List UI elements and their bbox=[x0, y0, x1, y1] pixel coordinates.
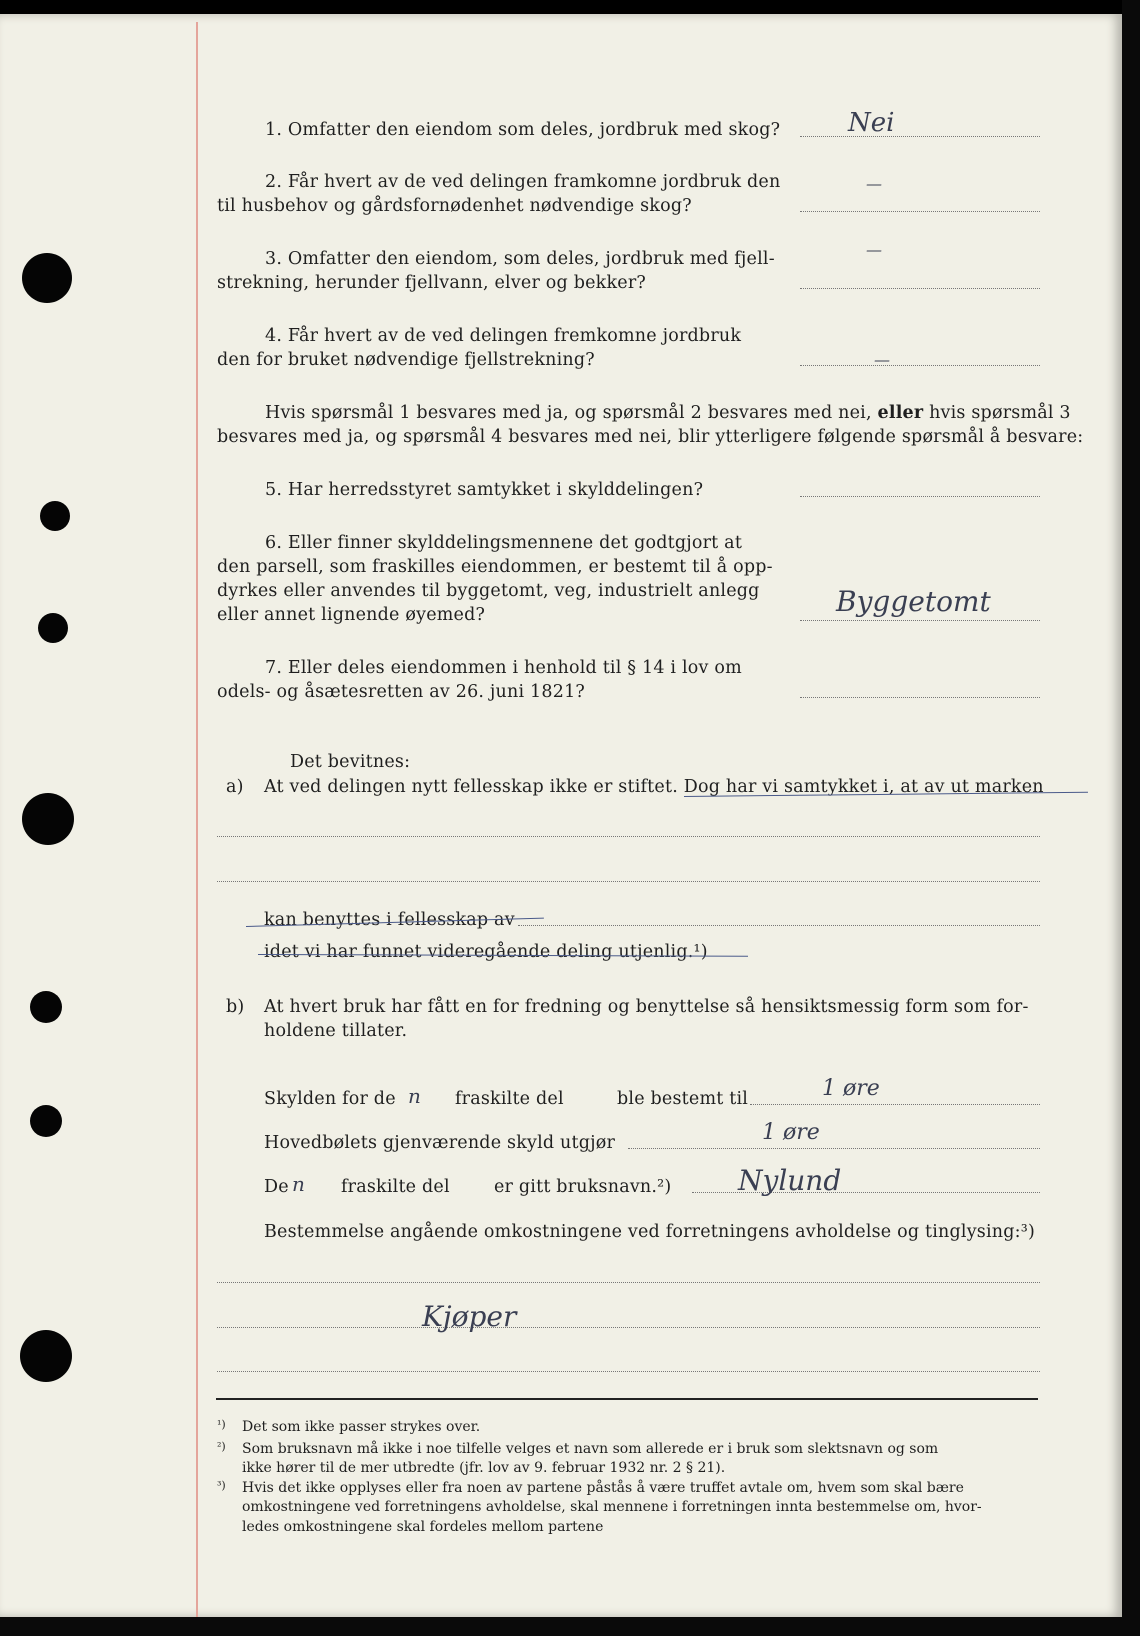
attest-heading: Det bevitnes: bbox=[290, 752, 411, 772]
attest-b-label: b) bbox=[226, 997, 245, 1017]
question-3-line2: strekning, herunder fjellvann, elver og bekker? bbox=[217, 273, 646, 293]
margin-line bbox=[196, 22, 198, 1617]
attest-a-struck: Dog har vi samtykket i, at av ut marken bbox=[683, 777, 1044, 797]
skyld-row1-hand: n bbox=[408, 1084, 421, 1108]
question-6-line3: dyrkes eller anvendes til byggetomt, veg, industrielt anlegg bbox=[217, 581, 760, 601]
skyld-row1-a: Skylden for de bbox=[264, 1089, 396, 1109]
question-3-line1: 3. Omfatter den eiendom, som deles, jordbruk med fjell- bbox=[265, 249, 775, 269]
skyld-row1-value: 1 øre bbox=[822, 1076, 880, 1101]
attest-a-main: At ved delingen nytt fellesskap ikke er stiftet. bbox=[264, 777, 678, 797]
punch-hole bbox=[30, 991, 62, 1023]
attest-a-text bbox=[264, 775, 1044, 799]
attest-b-line2: holdene tillater. bbox=[264, 1021, 408, 1041]
costs-line-3 bbox=[217, 1371, 1040, 1372]
attest-a-label: a) bbox=[226, 777, 244, 797]
answer-line-7 bbox=[800, 697, 1040, 698]
costs-line-1 bbox=[217, 1282, 1040, 1283]
answer-1: Nei bbox=[848, 108, 895, 138]
question-6-line1: 6. Eller finner skylddelingsmennene det godtgjort at bbox=[265, 533, 743, 553]
skyld-row2-value: 1 øre bbox=[762, 1120, 820, 1145]
answer-2: — bbox=[866, 174, 882, 193]
attest-a-struck-line3: idet vi har funnet videregående deling utjenlig.¹) bbox=[264, 942, 708, 962]
attest-line-2 bbox=[217, 881, 1040, 882]
punch-hole bbox=[22, 793, 74, 845]
question-7-line1: 7. Eller deles eiendommen i henhold til § 14 i lov om bbox=[265, 658, 742, 678]
skyld-row3-b: fraskilte del bbox=[341, 1177, 450, 1197]
punch-hole bbox=[30, 1105, 62, 1137]
scan-border-right bbox=[1122, 0, 1140, 1636]
question-4-line2: den for bruket nødvendige fjellstrekning? bbox=[217, 350, 595, 370]
skyld-row1-b: fraskilte del bbox=[455, 1089, 564, 1109]
question-1: 1. Omfatter den eiendom som deles, jordbruk med skog? bbox=[265, 120, 781, 140]
footnote-2-line1: Som bruksnavn må ikke i noe tilfelle velges et navn som allerede er i bruk som slektsnavn og som bbox=[242, 1441, 939, 1457]
question-4-line1: 4. Får hvert av de ved delingen fremkomne jordbruk bbox=[265, 326, 742, 346]
attest-line-3 bbox=[518, 925, 1040, 926]
question-2-line1: 2. Får hvert av de ved delingen framkomne jordbruk den bbox=[265, 172, 781, 192]
question-6-line4: eller annet lignende øyemed? bbox=[217, 605, 486, 625]
condition-text-b: hvis spørsmål 3 bbox=[929, 403, 1071, 423]
scan-border-bottom bbox=[0, 1617, 1140, 1636]
answer-3: — bbox=[866, 240, 882, 259]
punch-hole bbox=[38, 613, 68, 643]
condition-text-a: Hvis spørsmål 1 besvares med ja, og spørsmål 2 besvares med nei, bbox=[265, 403, 872, 423]
question-7-line2: odels- og åsætesretten av 26. juni 1821? bbox=[217, 682, 585, 702]
answer-line-3 bbox=[800, 288, 1040, 289]
footnote-1-mark: ¹) bbox=[217, 1418, 226, 1431]
footnote-2-mark: ²) bbox=[217, 1440, 226, 1453]
answer-line-6 bbox=[800, 620, 1040, 621]
question-2-line2: til husbehov og gårdsfornødenhet nødvendige skog? bbox=[217, 196, 692, 216]
punch-hole bbox=[20, 1330, 72, 1382]
footnote-3-line2: omkostningene ved forretningens avholdelse, skal mennene i forretningen innta bestemmelse om, hvor- bbox=[242, 1499, 982, 1515]
skyld-row1-line bbox=[750, 1104, 1040, 1105]
footnote-3-line1: Hvis det ikke opplyses eller fra noen av partene påstås å være truffet avtale om, hvem som skal bære bbox=[242, 1480, 964, 1496]
answer-line-2 bbox=[800, 211, 1040, 212]
condition-line2: besvares med ja, og spørsmål 4 besvares med nei, blir ytterligere følgende spørsmål å besvare: bbox=[217, 427, 1084, 447]
costs-line-2 bbox=[217, 1327, 1040, 1328]
costs-label: Bestemmelse angående omkostningene ved forretningens avholdelse og tinglysing:³) bbox=[264, 1222, 1035, 1242]
skyld-row1-c: ble bestemt til bbox=[617, 1089, 749, 1109]
condition-line1 bbox=[265, 401, 1071, 425]
footnote-3-line3: ledes omkostningene skal fordeles mellom partene bbox=[242, 1519, 604, 1535]
skyld-row2-line bbox=[628, 1148, 1040, 1149]
footnote-divider bbox=[216, 1398, 1038, 1400]
answer-line-5 bbox=[800, 496, 1040, 497]
costs-value: Kjøper bbox=[422, 1300, 517, 1333]
skyld-row3-a: De bbox=[264, 1177, 289, 1197]
attest-b-line1: At hvert bruk har fått en for fredning og benyttelse så hensiktsmessig form som for- bbox=[264, 997, 1029, 1017]
footnote-3-mark: ³) bbox=[217, 1479, 226, 1492]
question-6-line2: den parsell, som fraskilles eiendommen, er bestemt til å opp- bbox=[217, 557, 773, 577]
attest-line-1 bbox=[217, 836, 1040, 837]
skyld-row3-c: er gitt bruksnavn.²) bbox=[494, 1177, 672, 1197]
punch-hole bbox=[40, 501, 70, 531]
skyld-row2-label: Hovedbølets gjenværende skyld utgjør bbox=[264, 1133, 616, 1153]
skyld-row3-value: Nylund bbox=[738, 1164, 842, 1197]
condition-bold: eller bbox=[877, 403, 924, 423]
answer-line-1 bbox=[800, 136, 1040, 137]
answer-line-4 bbox=[800, 365, 1040, 366]
answer-4: — bbox=[874, 350, 890, 369]
attest-a-struck-line2: kan benyttes i fellesskap av bbox=[264, 910, 515, 930]
question-5: 5. Har herredsstyret samtykket i skylddelingen? bbox=[265, 480, 704, 500]
skyld-row3-hand: n bbox=[292, 1172, 305, 1196]
answer-6: Byggetomt bbox=[836, 585, 991, 618]
punch-hole bbox=[22, 253, 72, 303]
footnote-2-line2: ikke hører til de mer utbredte (jfr. lov av 9. februar 1932 nr. 2 § 21). bbox=[242, 1460, 726, 1476]
footnote-1: Det som ikke passer strykes over. bbox=[242, 1419, 481, 1435]
